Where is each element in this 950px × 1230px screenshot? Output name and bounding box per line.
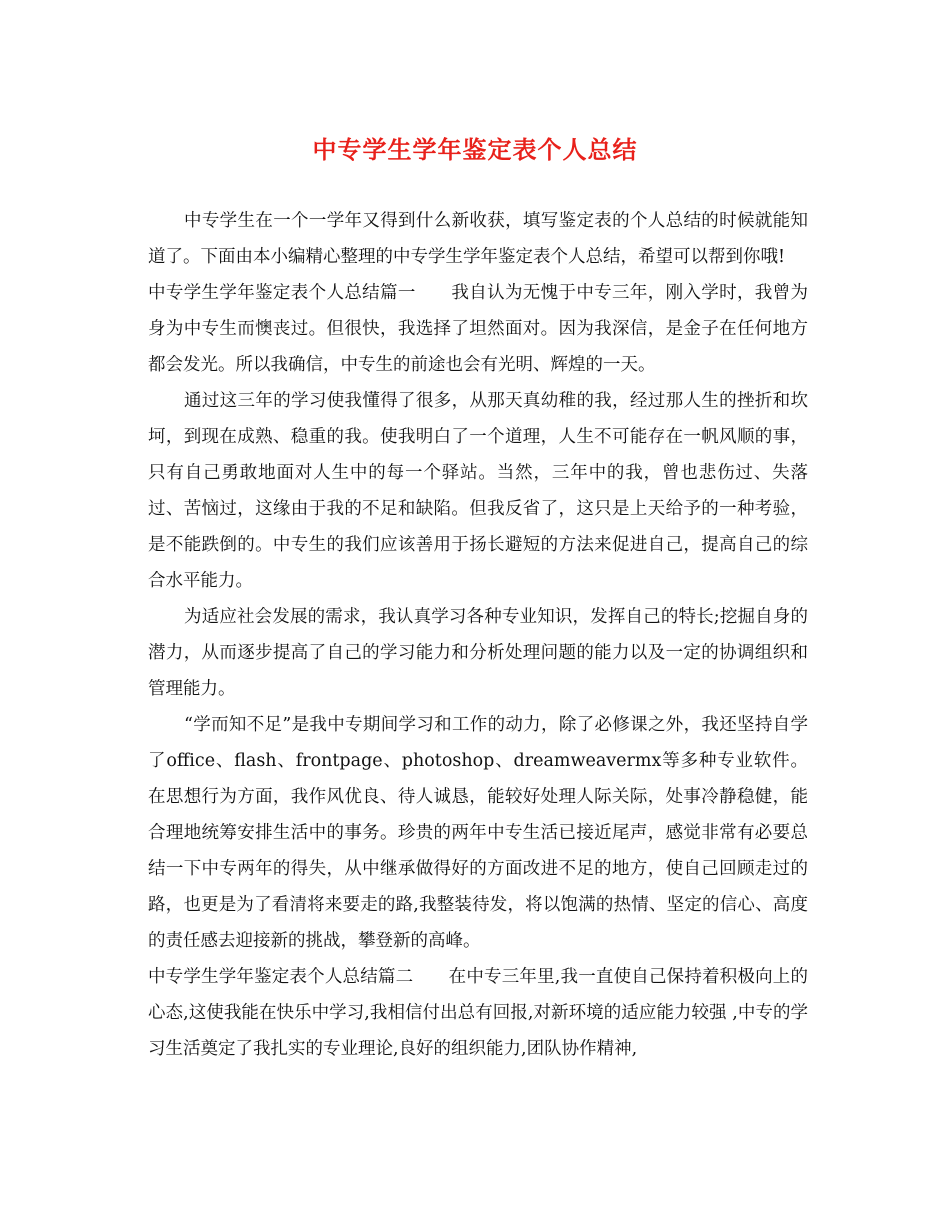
body-paragraph: “学而知不足”是我中专期间学习和工作的动力，除了必修课之外，我还坚持自学了office、flash、frontpage、photoshop、dreamweavermx等多种专业软件。在思想行为方面，我作风优良、待人诚恳，能较好处理人际关际，处事冷静稳健，能合理地统筹安排生活中的事务。珍贵的两年中专生活已接近尾声，感觉非常有必要总结一下中专两年的得失，从中继承做得好的方面改进不足的地方，使自己回顾走过的路，也更是为了看清将来要走的路,我整装待发，将以饱满的热情、坚定的信心、高度的责任感去迎接新的挑战，攀登新的高峰。 bbox=[148, 715, 808, 951]
section-one-paragraph: 中专学生学年鉴定表个人总结篇一 我自认为无愧于中专三年，刚入学时，我曾为身为中专生而懊丧过。但很快，我选择了坦然面对。因为我深信，是金子在任何地方都会发光。所以我确信，中专生的前途也会有光明、辉煌的一天。 bbox=[148, 283, 808, 375]
body-paragraph: 通过这三年的学习使我懂得了很多，从那天真幼稚的我，经过那人生的挫折和坎坷，到现在成熟、稳重的我。使我明白了一个道理，人生不可能存在一帆风顺的事，只有自己勇敢地面对人生中的每一个驿站。当然，三年中的我，曾也悲伤过、失落过、苦恼过，这缘由于我的不足和缺陷。但我反省了，这只是上天给予的一种考验，是不能跌倒的。中专生的我们应该善用于扬长避短的方法来促进自己，提高自己的综合水平能力。 bbox=[148, 391, 808, 591]
section-two-paragraph: 中专学生学年鉴定表个人总结篇二 在中专三年里,我一直使自己保持着积极向上的心态,这使我能在快乐中学习,我相信付出总有回报,对新环境的适应能力较强 ,中专的学习生活奠定了我扎实的专业理论,良好的组织能力,团队协作精神, bbox=[148, 967, 808, 1059]
document-body bbox=[148, 203, 808, 1067]
intro-paragraph: 中专学生在一个一学年又得到什么新收获，填写鉴定表的个人总结的时候就能知道了。下面由本小编精心整理的中专学生学年鉴定表个人总结，希望可以帮到你哦! bbox=[148, 211, 808, 267]
document-title: 中专学生学年鉴定表个人总结 bbox=[312, 135, 638, 164]
body-paragraph: 为适应社会发展的需求，我认真学习各种专业知识，发挥自己的特长;挖掘自身的潜力，从而逐步提高了自己的学习能力和分析处理问题的能力以及一定的协调组织和管理能力。 bbox=[148, 607, 808, 699]
